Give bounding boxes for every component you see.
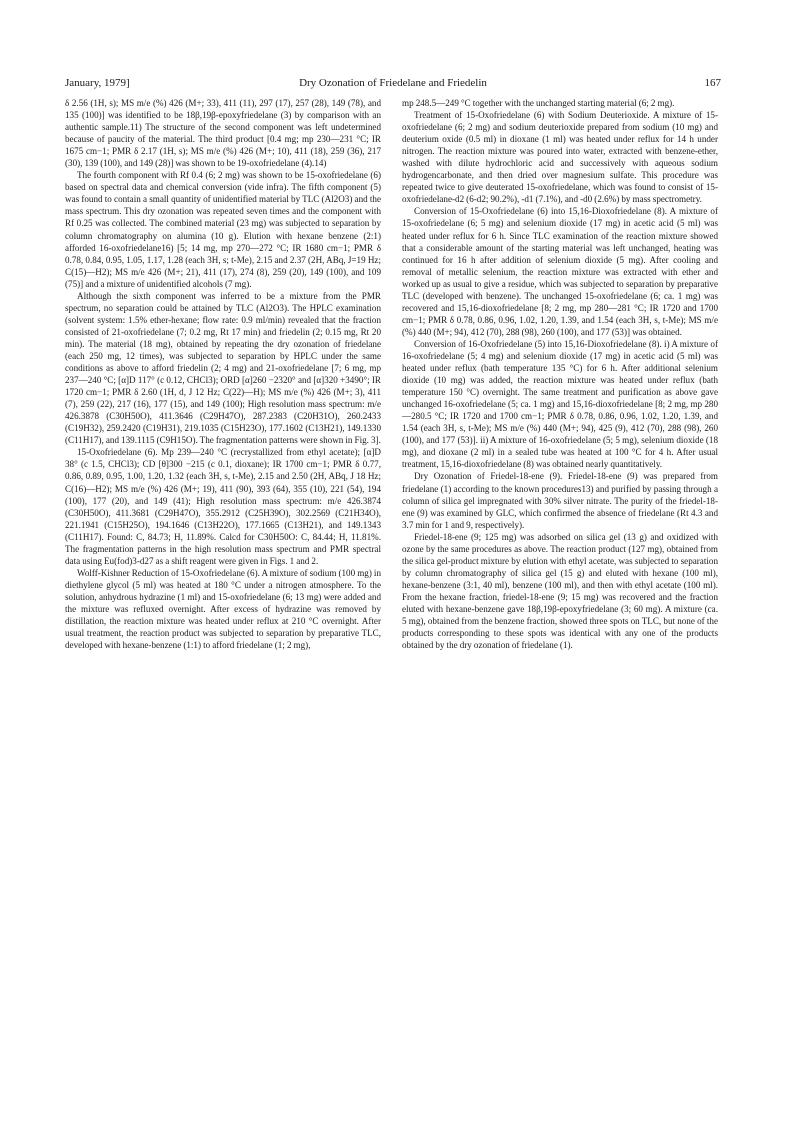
paragraph: The fourth component with Rf 0.4 (6; 2 mg) was shown to be 15-oxofriedelane (6) based on spectral data and chemical conversion (vide infra). The fifth component (5) was found to contain a small quantity of unidentified material by TLC (Al2O3) and the mass spectrum. This dry ozonation was repeated seven times and the component with Rf 0.25 was collected. The combined material (23 mg) was subjected to separation by column chromatography on alumina (10 g). Elution with hexane benzene (2:1) afforded 16-oxofriedelane16) [5; 14 mg, mp 270—272 °C; IR 1680 cm−1; PMR δ 0.78, 0.84, 0.95, 1.05, 1.17, 1.28 (each 3H, s; t-Me), 2.15 and 2.37 (2H, ABq, J=19 Hz; C(15)—H2); MS m/e 426 (M+; 21), 411 (17), 274 (8), 259 (20), 149 (100), and 109 (75)] and a mixture of unidentified alcohols (7 mg). xyxy=(65,170,381,289)
paragraph: Conversion of 15-Oxofriedelane (6) into 15,16-Dioxofriedelane (8). A mixture of 15-oxofriedelane (6; 5 mg) and selenium dioxide (17 mg) in acetic acid (5 ml) was heated under reflux for 6 h. Since TLC examination of the reaction mixture showed that a considerable amount of the starting material was left unchanged, heating was continued for 16 h after addition of selenium dioxide (5 mg). After cooling and removal of metallic selenium, the reaction mixture was extracted with ether and worked up as usual to give a residue, which was subjected to separation by preparative TLC (developed with benzene). The unchanged 15-oxofriedelane (6; ca. 1 mg) was recovered and 15,16-dioxofriedelane [8; 2 mg, mp 280—281 °C; IR 1720 and 1700 cm−1; PMR δ 0.78, 0.86, 0.96, 1.02, 1.20, 1.39, and 1.54 (each 3H, s, t-Me); MS m/e (%) 440 (M+; 94), 412 (70), 288 (98), 260 (100), and 177 (53)] was obtained. xyxy=(402,206,718,337)
paragraph: Treatment of 15-Oxofriedelane (6) with Sodium Deuterioxide. A mixture of 15-oxofriedelane (6; 2 mg) and sodium deuterioxide prepared from sodium (10 mg) and deuterium oxide (0.5 ml) in dioxane (1 ml) was heated under reflux for 14 h under nitrogen. The reaction mixture was poured into water, extracted with benzene-ether, washed with dilute hydrochloric acid and successively with aqueous sodium hydrogencarbonate, and then dried over magnesium sulfate. This procedure was repeated twice to give deuterated 15-oxofriedelane, which was found to consist of 15-oxofriedelane-d2 (6-d2; 90.2%), -d1 (7.1%), and -d0 (2.6%) by mass spectrometry. xyxy=(402,110,718,205)
right-column xyxy=(402,97,718,651)
paragraph: Friedel-18-ene (9; 125 mg) was adsorbed on silica gel (13 g) and oxidized with ozone by the same procedures as above. The reaction product (127 mg), obtained from the silica gel-product mixture by elution with ethyl acetate, was subjected to separation by column chromatography of silica gel (15 g) and eluted with hexane (100 ml), hexane-benzene (3:1, 40 ml), benzene (100 ml), and then with ethyl acetate (100 ml). From the hexane fraction, friedel-18-ene (9; 15 mg) was recovered and the fraction eluted with hexane-benzene gave 18β,19β-epoxyfriedelane (3; 60 mg). A mixture (ca. 5 mg), obtained from the benzene fraction, showed three spots on TLC, but none of the products corresponding to these spots was identical with any one of the products obtained by the dry ozonation of friedelane (1). xyxy=(402,531,718,651)
issue-date: January, 1979] xyxy=(65,77,130,89)
left-column xyxy=(65,97,381,651)
paragraph: Although the sixth component was inferred to be a mixture from the PMR spectrum, no separation could be attained by TLC (Al2O3). The HPLC examination (solvent system: 1.5% ether-hexane; flow rate: 0.9 ml/min) revealed that the fraction consisted of 21-oxofriedelane (7; 0.2 mg, Rt 17 min) and friedelin (2; 0.15 mg, Rt 20 min). The material (18 mg), obtained by repeating the dry ozonation of friedelane (each 250 mg, 12 times), was subjected to separation by HPLC under the same conditions as above to afford friedelin (2; 4 mg) and 21-oxofriedelane [7; 6 mg, mp 237—240 °C; [α]D 117° (c 0.12, CHCl3); ORD [α]260 −2320° and [α]320 +3490°; IR 1720 cm−1; PMR δ 2.60 (1H, d, J 12 Hz; C(22)—H); MS m/e (%) 426 (M+; 3), 411 (7), 259 (22), 217 (16), 177 (15), and 149 (100); High resolution mass spectrum: m/e 426.3878 (C30H50O), 411.3646 (C29H47O), 287.2383 (C20H31O), 260.2433 (C19H32), 259.2420 (C19H31), 219.1035 (C15H23O), 177.1602 (C13H21), 149.1330 (C11H17), and 139.1115 (C9H15O). The fragmentation patterns were shown in Fig. 3]. xyxy=(65,290,381,446)
paragraph: Dry Ozonation of Friedel-18-ene (9). Friedel-18-ene (9) was prepared from friedelane (1) according to the known procedures13) and purified by passing through a column of silica gel impregnated with 30% silver nitrate. The purity of the friedel-18-ene (9) was examined by GLC, which confirmed the absence of friedelane (Rt 4.3 and 3.7 min for 1 and 9, respectively). xyxy=(402,471,718,530)
paragraph: δ 2.56 (1H, s); MS m/e (%) 426 (M+; 33), 411 (11), 297 (17), 257 (28), 149 (78), and 135 (100)] was identified to be 18β,19β-epoxyfriedelane (3) by comparison with an authentic sample.11) The structure of the second component was left undetermined because of paucity of the material. The third product [0.4 mg; mp 230—231 °C; IR 1675 cm−1; PMR δ 2.17 (1H, s); MS m/e (%) 426 (M+; 10), 411 (18), 259 (36), 217 (30), 139 (100), and 149 (28)] was shown to be 19-oxofriedelane (4).14) xyxy=(65,98,381,169)
running-head xyxy=(65,75,721,91)
paragraph: Conversion of 16-Oxofriedelane (5) into 15,16-Dioxofriedelane (8). i) A mixture of 16-oxofriedelane (5; 4 mg) and selenium dioxide (17 mg) in acetic acid (5 ml) was heated under reflux (bath temperature 135 °C) for 6 h. After additional selenium dioxide (10 mg) was added, the reaction mixture was heated under reflux (bath temperature 150 °C) overnight. The same treatment and purification as above gave unchanged 16-oxofriedelane (5; ca. 1 mg) and 15,16-dioxofriedelane [8; 2 mg, mp 280—280.5 °C; IR 1720 and 1700 cm−1; PMR δ 0.78, 0.86, 0.96, 1.02, 1.20, 1.39, and 1.54 (each 3H, s, t-Me); MS m/e (%) 440 (M+; 94), 425 (9), 412 (70), 288 (98), 260 (100), and 177 (53)]. ii) A mixture of 16-oxofriedelane (5; 5 mg), selenium dioxide (18 mg), and dioxane (2 ml) in a sealed tube was heated at 100 °C for 4 h. After usual treatment, 15,16-dioxofriedelane (8) was obtained nearly quantitatively. xyxy=(402,338,718,470)
paragraph: mp 248.5—249 °C together with the unchanged starting material (6; 2 mg). xyxy=(402,98,675,108)
running-title: Dry Ozonation of Friedelane and Friedelin xyxy=(299,77,487,89)
paragraph: Wolff-Kishner Reduction of 15-Oxofriedelane (6). A mixture of sodium (100 mg) in diethylene glycol (5 ml) was heated at 180 °C under a nitrogen atmosphere. To the solution, anhydrous hydrazine (1 ml) and 15-oxofriedelane (6; 13 mg) were added and the mixture was refluxed overnight. After excess of hydrazine was removed by distillation, the reaction mixture was heated under reflux at 210 °C overnight. After usual treatment, the reaction product was subjected to separation by preparative TLC, developed with hexane-benzene (1:1) to afford friedelane (1; 2 mg), xyxy=(65,567,382,651)
page-number: 167 xyxy=(704,77,721,89)
paragraph: 15-Oxofriedelane (6). Mp 239—240 °C (recrystallized from ethyl acetate); [α]D 38° (c 1.5, CHCl3); CD [θ]300 −215 (c 0.1, dioxane); IR 1700 cm−1; PMR δ 0.77, 0.86, 0.89, 0.95, 1.00, 1.20, 1.32 (each 3H, s, t-Me), 2.15 and 2.50 (2H, ABq, J 18 Hz; C(16)—H2); MS m/e (%) 426 (M+; 19), 411 (90), 393 (64), 355 (10), 221 (54), 194 (100), 177 (20), and 149 (41); High resolution mass spectrum: m/e 426.3874 (C30H50O), 411.3681 (C29H47O), 355.2912 (C25H39O), 302.2569 (C21H34O), 221.1941 (C15H25O), 194.1646 (C13H22O), 177.1665 (C13H21), and 149.1343 (C11H17). Found: C, 84.73; H, 11.89%. Calcd for C30H50O: C, 84.44; H, 11.81%. The fragmentation patterns in the high resolution mass spectrum and PMR spectral data using Eu(fod)3-d27 as a shift reagent were given in Figs. 1 and 2. xyxy=(65,447,381,566)
